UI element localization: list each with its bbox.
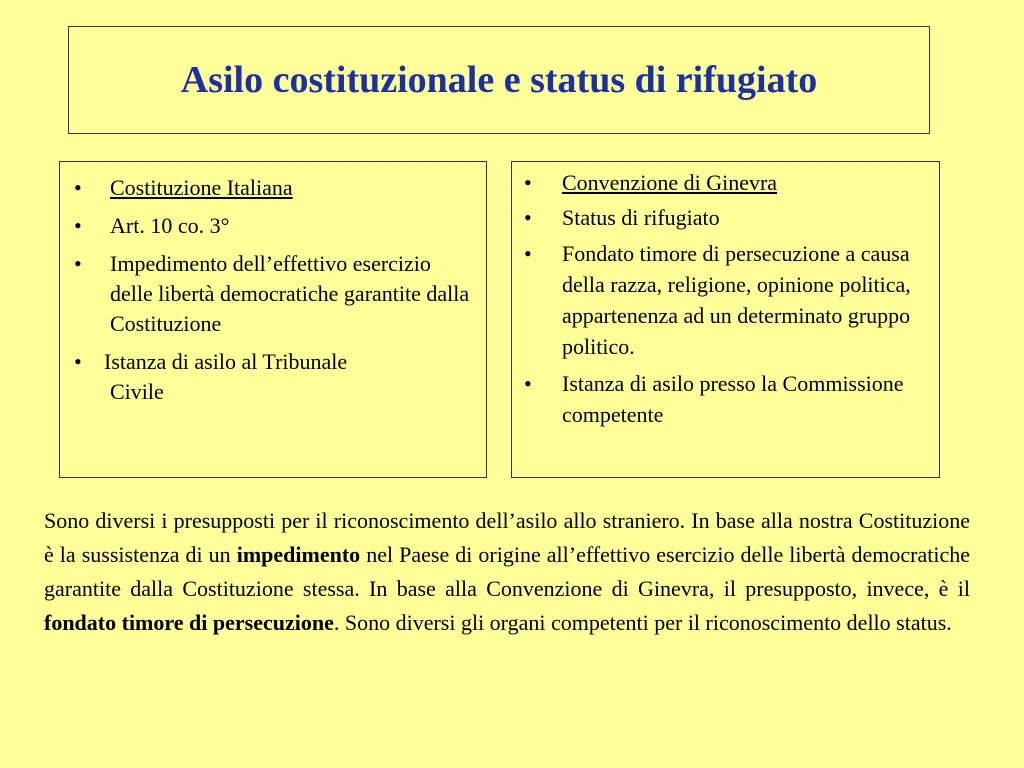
summary-paragraph	[44, 504, 970, 640]
bullet-text: Costituzione Italiana	[110, 175, 293, 200]
list-item	[524, 238, 927, 362]
slide-title: Asilo costituzionale e status di rifugiato	[180, 59, 818, 101]
bullet-icon: •	[524, 241, 532, 266]
bullet-text: Art. 10 co. 3°	[110, 213, 230, 238]
bullet-icon: •	[524, 170, 532, 195]
bullet-icon: •	[74, 251, 82, 276]
paragraph-text: . Sono diversi gli organi competenti per il riconoscimento dello status.	[333, 610, 952, 635]
list-item	[74, 249, 476, 339]
bullet-icon: •	[74, 213, 82, 238]
bullet-text: Istanza di asilo al Tribunale	[104, 349, 348, 374]
list-item	[524, 203, 927, 232]
bullet-text: Istanza di asilo presso la Commissione competente	[562, 371, 904, 427]
bullet-icon: •	[74, 175, 82, 200]
left-column-box	[59, 161, 487, 478]
title-box	[68, 26, 930, 134]
bullet-text: Fondato timore di persecuzione a causa della razza, religione, opinione politica, appartenenza ad un determinato gruppo politico.	[562, 241, 911, 359]
paragraph-bold-text: fondato timore di persecuzione	[44, 610, 334, 635]
bullet-text-continuation: Civile	[110, 379, 164, 404]
right-column-box	[511, 161, 940, 478]
list-item	[74, 347, 476, 407]
bullet-text: Status di rifugiato	[562, 205, 720, 230]
list-item	[524, 368, 927, 430]
list-item	[524, 168, 927, 197]
bullet-text: Impedimento dell’effettivo esercizio delle libertà democratiche garantite dalla Costituzione	[110, 251, 470, 336]
paragraph-bold-text: impedimento	[236, 542, 361, 567]
paragraph-text: Sono diversi i presupposti per il riconoscimento dell’asilo allo straniero. In base alla nostra Costituzione è la sussistenza di un	[44, 508, 970, 567]
left-bullet-list	[60, 162, 486, 407]
right-bullet-list	[512, 162, 939, 430]
list-item	[74, 211, 476, 241]
bullet-icon: •	[524, 371, 532, 396]
list-item	[74, 173, 476, 203]
bullet-text: Convenzione di Ginevra	[562, 170, 778, 195]
paragraph-text: nel Paese di origine all’effettivo esercizio delle libertà democratiche garantite dalla Costituzione stessa. In base alla Convenzione di Ginevra, il presupposto, invece, è il	[44, 542, 970, 601]
bullet-icon: •	[74, 349, 82, 374]
bullet-icon: •	[524, 205, 532, 230]
